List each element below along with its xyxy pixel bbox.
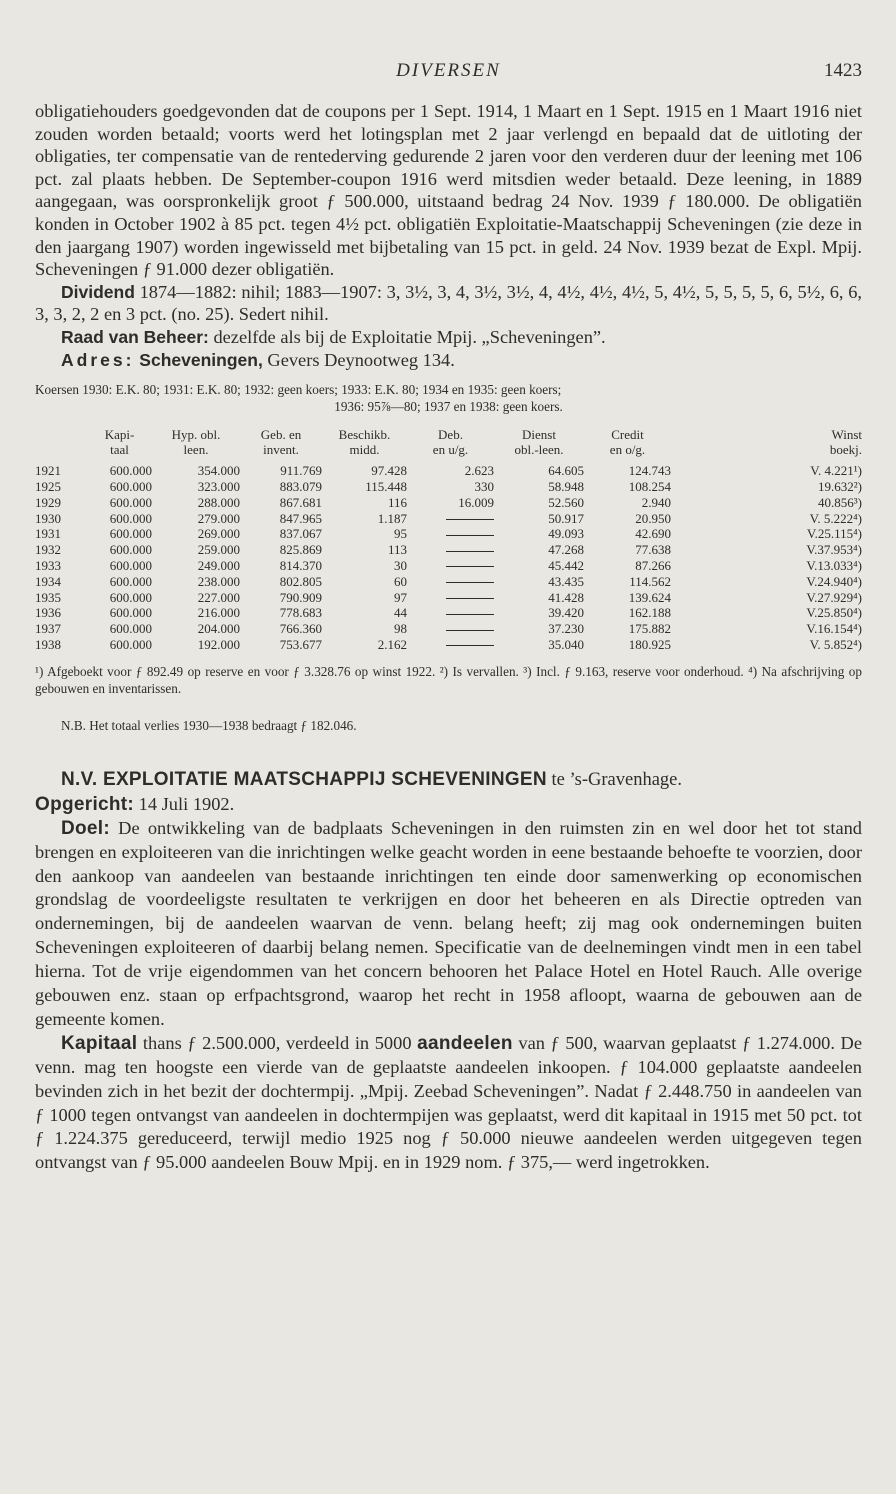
table-cell: V. 5.222⁴) <box>809 510 862 526</box>
table-header-cell: en o/g. <box>609 442 646 458</box>
table-cell <box>407 590 494 606</box>
nil-dash <box>446 519 494 520</box>
table-cell: 600.000 <box>109 542 152 558</box>
table-cell: 288.000 <box>197 494 240 510</box>
company-section <box>35 768 862 1176</box>
table-cell <box>407 558 494 574</box>
table-cell: V.25.115⁴) <box>806 526 862 542</box>
table-cell: 837.067 <box>279 526 322 542</box>
table-cell: 259.000 <box>197 542 240 558</box>
table-header-cell <box>35 442 87 457</box>
table-cell: 600.000 <box>109 463 152 479</box>
table-header-cell <box>35 427 87 442</box>
dividend-text: 1874—1882: nihil; 1883—1907: 3, 3½, 3, 4, 3½, 3½, 4, 4½, 4½, 4½, 5, 4½, 5, 5, 5, 5, 6, 5½, 6, 6, 3, 3, 2, 2 en 3 pct. (no. 25). Sedert nihil. <box>35 281 862 325</box>
nil-dash <box>446 630 494 631</box>
table-header-cell: Kapi- <box>104 427 135 443</box>
table-cell: 600.000 <box>109 621 152 637</box>
table-cell: 30 <box>394 557 407 573</box>
table-year-cell: 1935 <box>35 589 61 605</box>
table-cell: 790.909 <box>279 589 322 605</box>
opgericht-value: 14 Juli 1902. <box>134 793 235 814</box>
table-cell: 35.040 <box>548 636 584 652</box>
table-cell: V.37.953⁴) <box>806 542 862 558</box>
dividend-label: Dividend <box>61 281 135 302</box>
table-cell: 77.638 <box>635 542 671 558</box>
table-cell: 753.677 <box>279 636 322 652</box>
table-cell: 37.230 <box>548 621 584 637</box>
running-title: DIVERSEN <box>396 60 501 81</box>
table-cell: 162.188 <box>628 605 671 621</box>
adres-label: Adres: <box>61 349 135 370</box>
table-row <box>35 605 862 621</box>
table-row <box>35 495 862 511</box>
table-cell: 113 <box>387 542 407 558</box>
table-cell: 2.623 <box>464 463 494 479</box>
table-cell: 330 <box>474 478 494 494</box>
adres-text: Gevers Deynootweg 134. <box>262 349 455 370</box>
kapitaal-text-1: thans ƒ 2.500.000, verdeeld in 5000 <box>137 1032 418 1053</box>
table-cell: 2.940 <box>641 494 671 510</box>
table-cell: 175.882 <box>628 621 671 637</box>
table-row <box>35 637 862 653</box>
table-header-cell: Deb. <box>438 427 463 443</box>
table-row <box>35 526 862 542</box>
table-year-cell: 1934 <box>35 573 61 589</box>
kapitaal-label: Kapitaal <box>61 1032 138 1054</box>
table-year-cell: 1930 <box>35 510 61 526</box>
nil-dash <box>446 614 494 615</box>
doel-label: Doel: <box>61 817 110 839</box>
table-header-cell: Geb. en <box>260 427 302 443</box>
page-header <box>35 60 862 86</box>
table-row <box>35 479 862 495</box>
nil-dash <box>446 535 494 536</box>
raad-text: dezelfde als bij de Exploitatie Mpij. „Scheveningen”. <box>208 326 606 347</box>
table-cell: 600.000 <box>109 573 152 589</box>
table-cell: 114.562 <box>629 573 671 589</box>
table-header-cell: obl.-leen. <box>514 442 564 458</box>
table-cell: 279.000 <box>197 510 240 526</box>
table-row <box>35 463 862 479</box>
table-cell: V.25.850⁴) <box>806 605 862 621</box>
table-cell: 41.428 <box>548 589 584 605</box>
table-cell: V. 4.221¹) <box>810 463 862 479</box>
table-cell: 249.000 <box>197 557 240 573</box>
table-year-cell: 1925 <box>35 478 61 494</box>
table-year-cell: 1929 <box>35 494 61 510</box>
table-cell: 19.632²) <box>818 478 862 494</box>
table-cell: 124.743 <box>628 463 671 479</box>
table-cell: 180.925 <box>628 636 671 652</box>
opgericht-label: Opgericht: <box>35 793 135 815</box>
table-header-cell: invent. <box>263 442 299 458</box>
table-cell: 814.370 <box>279 557 322 573</box>
table-cell: 95 <box>394 526 407 542</box>
intro-paragraph: obligatiehouders goedgevonden dat de coupons per 1 Sept. 1914, 1 Maart en 1 Sept. 1915 en 1 Maart 1916 niet zouden worden betaald; voorts werd het lotingsplan met 2 jaar verlengd en bepaald dat de uitloting der obligaties, ter compensatie van de rentederving gedurende 2 jaren voor den verderen duur der leening met 106 pct. zal plaats hebben. De September-coupon 1916 werd mitsdien weder betaald. Deze leening, in 1889 aangegaan, was oorspronkelijk groot ƒ 500.000, uitstaand bedrag 24 Nov. 1939 ƒ 180.000. De obligatiën konden in October 1902 à 85 pct. tegen 4½ pct. obligatiën Exploitatie-Maatschappij Scheveningen (zie deze in den jaargang 1907) worden ingewisseld met bijbetaling van 15 pct. in geld. 24 Nov. 1939 bezat de Expl. Mpij. Scheveningen ƒ 91.000 dezer obligatiën. <box>35 101 862 280</box>
table-header-cell: boekj. <box>829 442 862 458</box>
table-header-cell: midd. <box>349 442 380 458</box>
table-cell: 16.009 <box>458 494 494 510</box>
table-cell: 87.266 <box>635 557 671 573</box>
koersen-line-1: Koersen 1930: E.K. 80; 1931: E.K. 80; 1932: geen koers; 1933: E.K. 80; 1934 en 1935: geen koers; <box>35 382 562 398</box>
table-cell: 192.000 <box>197 636 240 652</box>
table-cell: 45.442 <box>548 557 584 573</box>
table-cell: 58.948 <box>548 478 584 494</box>
table-cell: 911.769 <box>280 463 322 479</box>
table-header-row <box>35 442 862 457</box>
table-cell <box>407 574 494 590</box>
table-row <box>35 542 862 558</box>
table-cell: 43.435 <box>548 573 584 589</box>
table-row <box>35 621 862 637</box>
page-body <box>35 100 862 1175</box>
table-footnotes: ¹) Afgeboekt voor ƒ 892.49 op reserve en voor ƒ 3.328.76 op winst 1922. ²) Is vervallen. ³) Incl. ƒ 9.163, reserve voor onderhoud. ⁴) Na afschrijving op gebouwen en inventarissen. <box>35 663 862 696</box>
table-header-cell: Beschikb. <box>338 427 391 443</box>
table-cell: 778.683 <box>279 605 322 621</box>
table-cell: 600.000 <box>109 494 152 510</box>
nil-dash <box>446 645 494 646</box>
koersen-line-2: 1936: 95⅞—80; 1937 en 1938: geen koers. <box>334 399 563 415</box>
table-year-cell: 1932 <box>35 542 61 558</box>
table-cell: V.13.033⁴) <box>806 557 862 573</box>
table-cell: 115.448 <box>365 478 407 494</box>
table-cell: 40.856³) <box>818 494 862 510</box>
table-year-cell: 1937 <box>35 621 61 637</box>
table-cell: 600.000 <box>109 478 152 494</box>
table-cell: 883.079 <box>279 478 322 494</box>
table-cell: 600.000 <box>109 510 152 526</box>
table-cell: 825.869 <box>279 542 322 558</box>
table-cell: 323.000 <box>197 478 240 494</box>
table-cell: 97.428 <box>371 463 407 479</box>
koersen-note <box>35 381 862 415</box>
table-cell: V. 5.852⁴) <box>809 636 862 652</box>
dividend-paragraph <box>35 281 862 326</box>
table-header-cell: Winst <box>831 427 862 443</box>
table-year-cell: 1921 <box>35 463 61 479</box>
table-cell: 1.187 <box>377 510 407 526</box>
table-cell: 847.965 <box>279 510 322 526</box>
nb-note: N.B. Het totaal verlies 1930—1938 bedraagt ƒ 182.046. <box>61 717 357 733</box>
table-header-cell: leen. <box>183 442 209 458</box>
table-cell: 600.000 <box>109 526 152 542</box>
table-cell: V.24.940⁴) <box>806 573 862 589</box>
table-cell: 49.093 <box>548 526 584 542</box>
table-row <box>35 558 862 574</box>
table-cell: 269.000 <box>197 526 240 542</box>
table-cell: 139.624 <box>628 589 671 605</box>
table-year-cell: 1938 <box>35 636 61 652</box>
table-cell: 867.681 <box>279 494 322 510</box>
table-header-cell: taal <box>110 442 129 458</box>
table-cell <box>407 526 494 542</box>
table-row <box>35 590 862 606</box>
table-cell <box>407 511 494 527</box>
table-row <box>35 511 862 527</box>
table-cell: 20.950 <box>635 510 671 526</box>
table-cell: 116 <box>387 494 407 510</box>
nil-dash <box>446 566 494 567</box>
adres-paragraph <box>35 349 862 372</box>
table-row <box>35 574 862 590</box>
table-cell: 600.000 <box>109 557 152 573</box>
table-cell: 354.000 <box>197 463 240 479</box>
table-header-cell: en u/g. <box>432 442 469 458</box>
raad-paragraph <box>35 326 862 349</box>
nil-dash <box>446 598 494 599</box>
table-cell: V.27.929⁴) <box>806 589 862 605</box>
table-cell <box>407 605 494 621</box>
doel-paragraph <box>35 817 862 1032</box>
table-cell: 766.360 <box>279 621 322 637</box>
table-cell: 39.420 <box>548 605 584 621</box>
table-cell: 600.000 <box>109 605 152 621</box>
financial-table <box>35 427 862 653</box>
table-cell: 600.000 <box>109 636 152 652</box>
company-location: te ’s-Gravenhage. <box>546 769 683 790</box>
table-cell: 52.560 <box>548 494 584 510</box>
table-cell: 44 <box>394 605 407 621</box>
table-cell: 227.000 <box>197 589 240 605</box>
table-cell <box>407 542 494 558</box>
kapitaal-paragraph <box>35 1032 862 1175</box>
table-header-row <box>35 427 862 442</box>
table-cell: 238.000 <box>197 573 240 589</box>
table-cell <box>407 637 494 653</box>
opgericht-line <box>35 792 862 817</box>
kapitaal-spaced-word: aandeelen <box>417 1032 513 1054</box>
table-cell: 108.254 <box>628 478 671 494</box>
table-cell: 50.917 <box>548 510 584 526</box>
table-year-cell: 1931 <box>35 526 61 542</box>
company-title-line <box>35 768 862 792</box>
table-cell: 60 <box>394 573 407 589</box>
table-cell: 97 <box>394 589 407 605</box>
table-cell: 64.605 <box>548 463 584 479</box>
table-cell <box>407 621 494 637</box>
table-year-cell: 1933 <box>35 557 61 573</box>
nil-dash <box>446 551 494 552</box>
table-cell: V.16.154⁴) <box>806 621 862 637</box>
kapitaal-text-2: van ƒ 500, waarvan geplaatst ƒ 1.274.000. De venn. mag ten hoogste een vierde van de geplaatste aandeelen inkoopen. ƒ 104.000 geplaatste aandeelen bevinden zich in het bezit der dochtermpij. „Mpij. Zeebad Scheveningen”. Nadat ƒ 2.448.750 in aandeelen van ƒ 1000 tegen ontvangst van aandeelen in dochtermpijen was geplaatst, werd dit kapitaal in 1915 met 50 pct. tot ƒ 1.224.375 gereduceerd, terwijl medio 1925 nog ƒ 50.000 nieuwe aandeelen werden uitgegeven tegen ontvangst van ƒ 95.000 aandeelen Bouw Mpij. en in 1929 nom. ƒ 375,— werd ingetrokken. <box>35 1032 862 1173</box>
table-cell: 600.000 <box>109 589 152 605</box>
table-header-cell: Hyp. obl. <box>171 427 221 443</box>
company-name: N.V. EXPLOITATIE MAATSCHAPPIJ SCHEVENINGEN <box>61 768 547 790</box>
table-cell: 802.805 <box>279 573 322 589</box>
table-cell: 98 <box>394 621 407 637</box>
nil-dash <box>446 582 494 583</box>
table-cell: 47.268 <box>548 542 584 558</box>
table-year-cell: 1936 <box>35 605 61 621</box>
page-number: 1423 <box>824 60 862 81</box>
raad-label: Raad van Beheer: <box>61 326 209 347</box>
table-cell: 216.000 <box>197 605 240 621</box>
table-header-cell: Dienst <box>522 427 556 443</box>
table-cell: 42.690 <box>635 526 671 542</box>
adres-bold-value: Scheveningen, <box>134 349 263 370</box>
doel-text: De ontwikkeling van de badplaats Scheveningen in den ruimsten zin en wel door het tot stand brengen en exploiteeren van die inrichtingen welke geacht worden in eene bestaande behoefte te voorzien, door den aankoop van aandeelen van bestaande inrichtingen ten einde door samenwerking op economischen grondslag de voordeeligste resultaten te verkrijgen en door het beheeren en als Directie optreden van ondernemingen, bij de aandeelen waarvan de venn. belang heeft; zij mag ook ondernemingen buiten Scheveningen exploiteeren of daarbij belang nemen. Specificatie van de deelnemingen vindt men in een tabel hierna. Tot de vrije eigendommen van het concern behooren het Palace Hotel en Hotel Rauch. Alle overige gebouwen enz. staan op erfpachtsgrond, waarop het recht in 1958 afloopt, waarna de gebouwen aan de gemeente komen. <box>35 817 862 1029</box>
table-header-cell: Credit <box>611 427 644 443</box>
table-cell: 204.000 <box>197 621 240 637</box>
table-cell: 2.162 <box>377 636 407 652</box>
